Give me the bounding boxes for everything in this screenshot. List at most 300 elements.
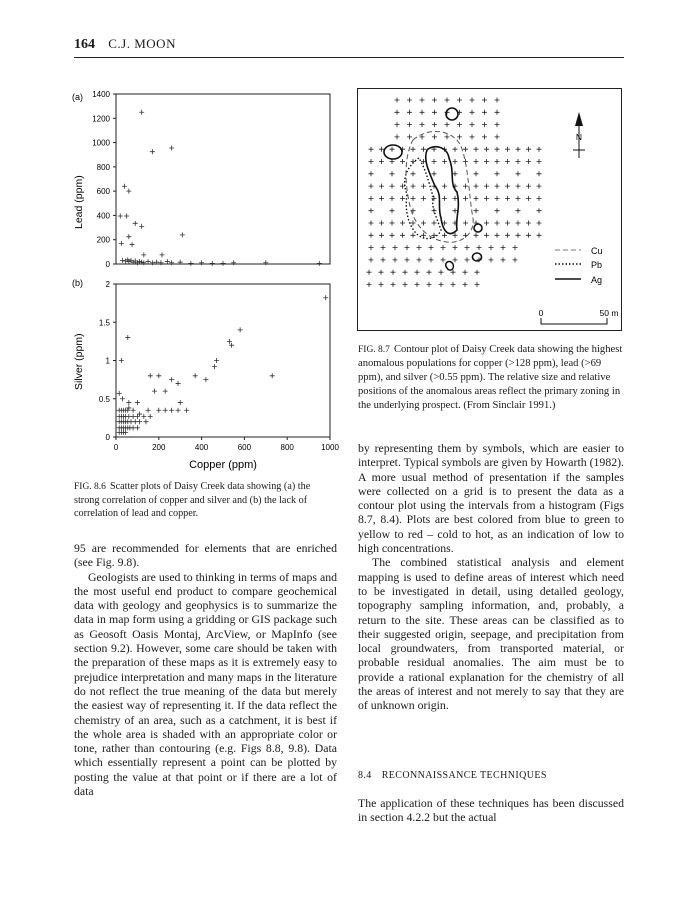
sample-point (474, 184, 479, 189)
panel-a-frame (116, 94, 330, 264)
data-point (139, 224, 144, 229)
sample-point (421, 233, 426, 238)
data-point (131, 414, 136, 419)
sample-point (432, 171, 437, 176)
sample-point (390, 233, 395, 238)
sample-point (463, 270, 468, 275)
sample-point (405, 245, 410, 250)
sample-point (516, 171, 521, 176)
map-legend (555, 246, 603, 285)
data-point (135, 400, 140, 405)
scale-bar-line (541, 318, 607, 324)
sample-point (489, 245, 494, 250)
data-point (158, 260, 163, 265)
figure-8-7-contour-map (357, 88, 625, 336)
sample-point (505, 196, 510, 201)
data-point (143, 419, 148, 424)
sample-point (474, 147, 479, 152)
sample-point (484, 196, 489, 201)
right-paragraph-2: The combined statistical analysis and element mapping is used to define areas of interest which need to be investigated in detail, using detailed geology, topography sampling information, and, probably, a return to the site. These areas can be classified as to their suggested origin, seepage, and precipitation from local groundwaters, from transported material, or probable residual anomalies. The aim must be to provide a rational explanation for the chemistry of all the areas of interest and not merely to say that they are of unknown origin. (358, 555, 624, 713)
data-point (214, 358, 219, 363)
data-point (141, 414, 146, 419)
y-tick-label: 0 (105, 433, 110, 442)
sample-point (516, 147, 521, 152)
sample-point (453, 257, 458, 262)
sample-point (505, 184, 510, 189)
sample-point (400, 184, 405, 189)
sample-point (379, 147, 384, 152)
y-tick-label: 2 (105, 280, 110, 289)
ag-contour-south-1 (474, 224, 482, 232)
data-point (199, 260, 204, 265)
data-point (203, 377, 208, 382)
data-point (188, 261, 193, 266)
sample-point (369, 208, 374, 213)
data-point (152, 389, 157, 394)
sample-point (417, 245, 422, 250)
sample-point (411, 171, 416, 176)
sample-point (484, 233, 489, 238)
x-tick-label: 1000 (321, 443, 339, 452)
x-tick-label: 0 (113, 443, 119, 452)
header-rule (74, 57, 624, 58)
sample-point (429, 257, 434, 262)
data-point (169, 408, 174, 413)
sample-point (470, 110, 475, 115)
sample-point (395, 98, 400, 103)
fig-8-7-caption (358, 343, 624, 413)
sample-point (537, 184, 542, 189)
sample-point (451, 282, 456, 287)
data-point (176, 381, 181, 386)
x-tick-label: 400 (194, 443, 209, 452)
sample-point (393, 257, 398, 262)
sample-point (465, 257, 470, 262)
data-point (141, 252, 146, 257)
fig-8-7-label: FIG. 8.7 (358, 345, 390, 355)
right-paragraph-1: by representing them by symbols, which are easier to interpret. Typical symbols are given by Howarth (1982). A more usual method of presentation if the samples were collected on a grid is to present the data as a contour plot using the intervals from a histogram (Figs 8.7, 8.4). Plots are best colored from blue to green to yellow to red – cold to hot, as an indication of low to high concentrations. (358, 441, 624, 556)
sample-point (407, 110, 412, 115)
data-point (119, 358, 124, 363)
sample-point (495, 208, 500, 213)
sample-point (403, 270, 408, 275)
sample-point (474, 196, 479, 201)
sample-point (505, 147, 510, 152)
sample-point (526, 196, 531, 201)
sample-point (391, 270, 396, 275)
right-paragraph-3: The application of these techniques has been discussed in section 4.2.2 but the actual (358, 796, 624, 825)
sample-point (453, 147, 458, 152)
sample-point (411, 233, 416, 238)
sample-point (463, 147, 468, 152)
data-point (148, 373, 153, 378)
sample-point (390, 171, 395, 176)
sample-point (526, 233, 531, 238)
sample-point (400, 196, 405, 201)
data-point (139, 110, 144, 115)
sample-point (474, 208, 479, 213)
sample-point (495, 147, 500, 152)
sample-point (474, 159, 479, 164)
sample-point (495, 184, 500, 189)
sample-point (411, 221, 416, 226)
y-tick-label: 1.5 (98, 318, 110, 328)
sample-point (457, 134, 462, 139)
ag-contour-west (384, 145, 402, 159)
sample-point (465, 245, 470, 250)
sample-point (495, 159, 500, 164)
sample-point (420, 122, 425, 127)
sample-point (381, 245, 386, 250)
data-point (263, 260, 268, 265)
panel-b-ylabel: Silver (ppm) (73, 333, 85, 390)
data-point (120, 258, 125, 263)
sample-point (432, 221, 437, 226)
section-number: 8.4 (358, 770, 372, 781)
scale-bar (539, 308, 619, 324)
x-tick-label: 800 (280, 443, 294, 452)
sample-point (501, 257, 506, 262)
sample-point (474, 233, 479, 238)
sample-point (407, 98, 412, 103)
sample-point (453, 159, 458, 164)
running-header (74, 36, 624, 53)
sample-point (369, 245, 374, 250)
sample-point (395, 122, 400, 127)
figure-8-6-scatter-plots (70, 84, 350, 476)
sample-point (537, 159, 542, 164)
data-point (148, 414, 153, 419)
sample-point (495, 98, 500, 103)
data-point (126, 400, 131, 405)
y-tick-label: 200 (96, 235, 110, 245)
data-point (156, 408, 161, 413)
data-point (160, 252, 165, 257)
y-tick-label: 800 (96, 162, 110, 172)
scale-label-start: 0 (538, 308, 544, 318)
sample-point (369, 257, 374, 262)
sample-point (432, 134, 437, 139)
y-tick-label: 1000 (92, 138, 110, 148)
x-tick-label: 200 (152, 443, 166, 452)
sample-point (391, 282, 396, 287)
sample-point (526, 221, 531, 226)
sample-point (367, 270, 372, 275)
sample-point (369, 196, 374, 201)
sample-point (474, 171, 479, 176)
right-text-column-bottom (358, 796, 624, 825)
sample-point (432, 110, 437, 115)
right-text-column (358, 441, 624, 713)
panel-a-label: (a) (72, 92, 83, 102)
sample-point (484, 147, 489, 152)
data-point (126, 234, 131, 239)
running-author: C.J. MOON (108, 36, 176, 51)
sample-point (516, 196, 521, 201)
sample-point (482, 134, 487, 139)
legend-ag-label: Ag (591, 275, 603, 285)
sample-point (367, 282, 372, 287)
sample-point (537, 208, 542, 213)
sample-point (441, 245, 446, 250)
data-point (178, 400, 183, 405)
sample-point (484, 159, 489, 164)
sample-point (513, 257, 518, 262)
sample-point (513, 245, 518, 250)
sample-point (421, 147, 426, 152)
sample-point (403, 282, 408, 287)
panel-a-ylabel: Lead (ppm) (73, 175, 85, 229)
data-point (125, 335, 130, 340)
panel-b-xlabel: Copper (ppm) (189, 459, 257, 471)
scale-label-end: 50 m (599, 308, 619, 318)
y-tick-label: 0 (105, 260, 110, 269)
sample-point (420, 110, 425, 115)
sample-point (495, 122, 500, 127)
sample-point (495, 196, 500, 201)
data-point (165, 259, 170, 264)
sample-point (369, 221, 374, 226)
sample-point (526, 159, 531, 164)
sample-point (439, 282, 444, 287)
sample-point (379, 221, 384, 226)
data-point (212, 364, 217, 369)
sample-point (369, 184, 374, 189)
fig-8-6-caption (74, 480, 336, 520)
legend-cu-label: Cu (591, 246, 603, 256)
sample-point (453, 245, 458, 250)
data-point (169, 260, 174, 265)
sample-point (379, 184, 384, 189)
ag-contour-north (446, 108, 458, 120)
left-text-column (74, 541, 337, 798)
sample-point (495, 171, 500, 176)
y-tick-label: 400 (96, 211, 110, 221)
sample-point (427, 270, 432, 275)
sample-point (470, 134, 475, 139)
y-tick-label: 1 (105, 356, 110, 366)
y-tick-label: 1400 (92, 90, 110, 99)
sample-point (390, 184, 395, 189)
sample-point (432, 122, 437, 127)
sample-point (445, 134, 450, 139)
sample-point (405, 257, 410, 262)
sample-point (526, 184, 531, 189)
sample-point (505, 159, 510, 164)
sample-point (400, 233, 405, 238)
sample-point (390, 208, 395, 213)
data-point (122, 184, 127, 189)
left-paragraph-2: Geologists are used to thinking in terms of maps and the most useful end product to compare geochemical data with geology and geophysics is to summarize the data in map form using a gridding or GIS package such as Geosoft Oasis Montaj, ArcView, or MapInfo (see section 9.2). However, some care should be taken with the preparation of these maps as it is extremely easy to prejudice interpretation and many maps in the literature do not reflect the true meaning of the data but merely the easiest way of representing it. If the data reflect the chemistry of an area, such as a catchment, it is best if the whole area is shaded with an appropriate color or tone, rather than contouring (e.g. Figs 8.8, 9.8). Data which essentially represent a point can be plotted by posting the value at that point or if there are a lot of data (74, 569, 337, 799)
data-point (146, 408, 151, 413)
sample-point (463, 196, 468, 201)
sample-point (369, 147, 374, 152)
panel-b-label: (b) (72, 278, 83, 288)
sample-point (463, 221, 468, 226)
data-point (133, 419, 138, 424)
sample-point (421, 196, 426, 201)
sample-point (516, 184, 521, 189)
sample-point (516, 221, 521, 226)
fig-8-7-text: Contour plot of Daisy Creek data showing the highest anomalous populations for copper (>128 ppm), lead (>69 ppm), and silver (>0.55 ppm). The relative size and relative positions of the anomalous areas reflect the primary zoning in the underlying prospect. (From Sinclair 1991.) (358, 344, 623, 411)
data-point (180, 232, 185, 237)
y-tick-label: 0.5 (98, 394, 110, 404)
sample-point (475, 270, 480, 275)
sample-point (400, 159, 405, 164)
data-point (176, 408, 181, 413)
data-point (135, 425, 140, 430)
sample-point (395, 134, 400, 139)
sample-point (537, 233, 542, 238)
sample-point (379, 233, 384, 238)
ag-contour-small (446, 261, 454, 270)
sample-point (445, 122, 450, 127)
sample-point (463, 184, 468, 189)
sample-point (453, 208, 458, 213)
sample-point (415, 282, 420, 287)
left-paragraph-1: 95 are recommended for elements that are enriched (see Fig. 9.8). (74, 541, 337, 570)
section-title: RECONNAISSANCE TECHNIQUES (381, 770, 547, 781)
data-point (150, 260, 155, 265)
sample-point (516, 208, 521, 213)
sample-point (411, 147, 416, 152)
sample-point (369, 233, 374, 238)
data-point (193, 373, 198, 378)
sample-point (457, 122, 462, 127)
data-point (128, 419, 133, 424)
sample-point (400, 221, 405, 226)
sample-point (417, 257, 422, 262)
sample-point (427, 282, 432, 287)
sample-point (379, 270, 384, 275)
sample-point (442, 184, 447, 189)
data-point (119, 241, 124, 246)
x-tick-label: 600 (237, 443, 252, 452)
sample-point (432, 159, 437, 164)
sample-point (505, 221, 510, 226)
sample-point (407, 122, 412, 127)
y-tick-label: 600 (96, 187, 110, 197)
data-point (270, 373, 275, 378)
sample-point (470, 122, 475, 127)
sample-point (484, 184, 489, 189)
north-label: N (575, 132, 583, 142)
sample-point (537, 196, 542, 201)
sample-point (432, 98, 437, 103)
page-number: 164 (74, 37, 95, 52)
sample-point (453, 196, 458, 201)
sample-point (390, 196, 395, 201)
data-point (118, 214, 123, 219)
sample-point (505, 233, 510, 238)
data-point (133, 221, 138, 226)
sample-point (516, 159, 521, 164)
sample-point (489, 257, 494, 262)
sample-point (429, 245, 434, 250)
data-point (163, 408, 168, 413)
sample-point (445, 98, 450, 103)
panel-b-frame (116, 284, 330, 437)
sample-point (457, 98, 462, 103)
data-point (131, 408, 136, 413)
sample-point (442, 196, 447, 201)
sample-point (482, 122, 487, 127)
data-point (231, 260, 236, 265)
sample-point (537, 147, 542, 152)
sample-point (501, 245, 506, 250)
sample-point (390, 147, 395, 152)
north-arrow-head (575, 112, 583, 126)
data-point (238, 327, 243, 332)
sample-point (415, 270, 420, 275)
sample-point (407, 134, 412, 139)
data-point (146, 259, 151, 264)
sample-point (475, 282, 480, 287)
sample-point (421, 221, 426, 226)
sample-point (420, 98, 425, 103)
data-point (323, 295, 328, 300)
data-point (126, 414, 131, 419)
data-point (150, 149, 155, 154)
sample-point (442, 159, 447, 164)
data-point (131, 425, 136, 430)
sample-point (395, 110, 400, 115)
sample-point (369, 171, 374, 176)
sample-point (537, 221, 542, 226)
fig-8-6-text: Scatter plots of Daisy Creek data showing (a) the strong correlation of copper and silver and (b) the lack of correlation of lead and copper. (74, 481, 311, 519)
sample-point (495, 110, 500, 115)
sample-point (453, 171, 458, 176)
data-point (184, 408, 189, 413)
sample-point (411, 196, 416, 201)
data-point (126, 405, 131, 410)
sample-point (369, 159, 374, 164)
sample-point (442, 233, 447, 238)
sample-point (477, 245, 482, 250)
sample-point (379, 282, 384, 287)
y-tick-label: 1200 (92, 114, 110, 124)
sample-point (390, 221, 395, 226)
data-point (221, 261, 226, 266)
data-point (169, 377, 174, 382)
data-point (163, 389, 168, 394)
data-point (124, 214, 129, 219)
sample-point (484, 221, 489, 226)
data-point (117, 391, 122, 396)
data-point (120, 396, 125, 401)
data-point (317, 261, 322, 266)
sample-grid (367, 98, 542, 288)
sample-point (421, 184, 426, 189)
sample-point (495, 221, 500, 226)
data-point (126, 189, 131, 194)
sample-point (495, 233, 500, 238)
data-point (210, 261, 215, 266)
data-point (156, 373, 161, 378)
data-point (130, 242, 135, 247)
sample-point (381, 257, 386, 262)
fig-8-6-label: FIG. 8.6 (74, 482, 106, 492)
sample-point (495, 134, 500, 139)
sample-point (439, 270, 444, 275)
sample-point (411, 184, 416, 189)
sample-point (482, 98, 487, 103)
sample-point (482, 110, 487, 115)
sample-point (516, 233, 521, 238)
sample-point (463, 282, 468, 287)
sample-point (393, 245, 398, 250)
legend-pb-label: Pb (591, 260, 603, 270)
